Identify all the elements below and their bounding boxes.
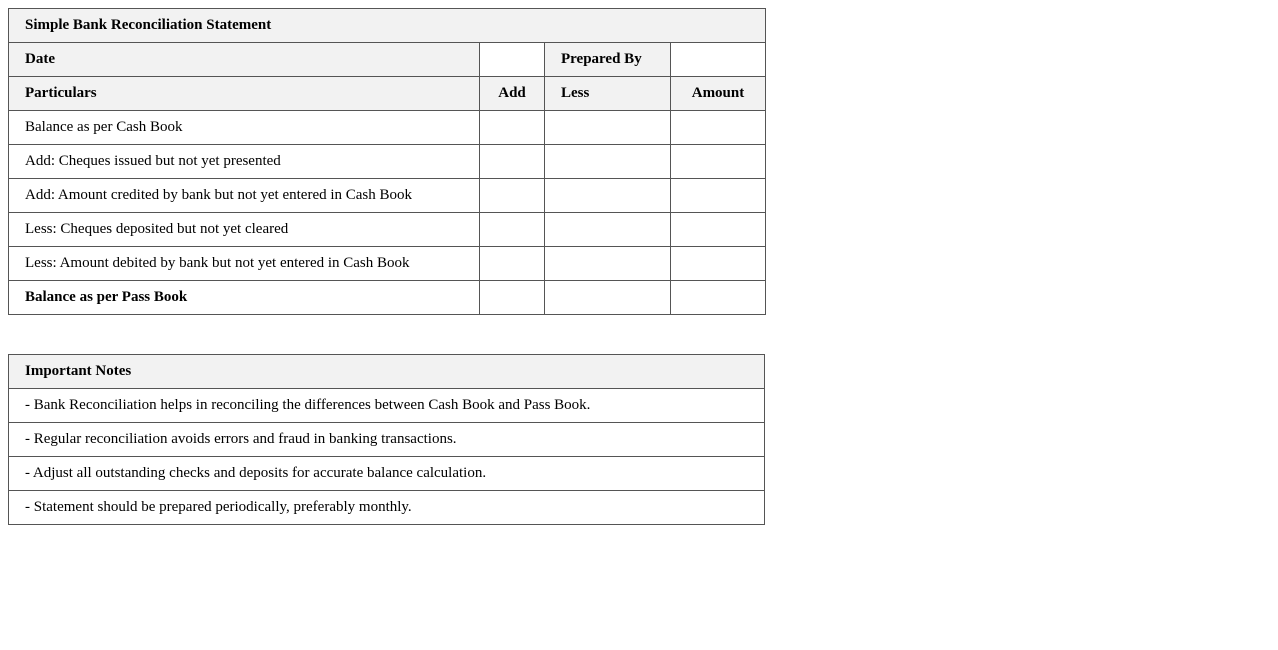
notes-title: Important Notes — [9, 355, 765, 389]
important-notes-table — [8, 354, 765, 525]
date-value-cell[interactable] — [480, 43, 545, 77]
row-amount-cell[interactable] — [671, 247, 766, 281]
list-item — [9, 457, 765, 491]
row-amount-cell[interactable] — [671, 179, 766, 213]
reconciliation-statement-table — [8, 8, 766, 315]
table-row — [9, 111, 766, 145]
row-add-cell[interactable] — [480, 281, 545, 315]
row-add-cell[interactable] — [480, 247, 545, 281]
prepared-by-value-cell[interactable] — [671, 43, 766, 77]
row-amount-cell[interactable] — [671, 281, 766, 315]
statement-title: Simple Bank Reconciliation Statement — [9, 9, 766, 43]
note-text: - Statement should be prepared periodically, preferably monthly. — [9, 491, 765, 525]
column-header-amount: Amount — [671, 77, 766, 111]
row-label: Add: Cheques issued but not yet presented — [9, 145, 480, 179]
row-add-cell[interactable] — [480, 111, 545, 145]
list-item — [9, 423, 765, 457]
row-amount-cell[interactable] — [671, 145, 766, 179]
row-add-cell[interactable] — [480, 213, 545, 247]
row-amount-cell[interactable] — [671, 111, 766, 145]
row-add-cell[interactable] — [480, 145, 545, 179]
row-label: Less: Cheques deposited but not yet cleared — [9, 213, 480, 247]
table-row — [9, 213, 766, 247]
row-less-cell[interactable] — [545, 111, 671, 145]
column-header-particulars: Particulars — [9, 77, 480, 111]
row-add-cell[interactable] — [480, 179, 545, 213]
notes-title-row — [9, 355, 765, 389]
row-label: Balance as per Cash Book — [9, 111, 480, 145]
row-label: Add: Amount credited by bank but not yet entered in Cash Book — [9, 179, 480, 213]
row-less-cell[interactable] — [545, 145, 671, 179]
list-item — [9, 389, 765, 423]
row-less-cell[interactable] — [545, 281, 671, 315]
row-amount-cell[interactable] — [671, 213, 766, 247]
table-row — [9, 179, 766, 213]
column-header-add: Add — [480, 77, 545, 111]
row-less-cell[interactable] — [545, 247, 671, 281]
date-label: Date — [9, 43, 480, 77]
column-header-less: Less — [545, 77, 671, 111]
row-label-closing-balance: Balance as per Pass Book — [9, 281, 480, 315]
table-row — [9, 247, 766, 281]
note-text: - Bank Reconciliation helps in reconciling the differences between Cash Book and Pass Book. — [9, 389, 765, 423]
list-item — [9, 491, 765, 525]
table-row — [9, 281, 766, 315]
row-less-cell[interactable] — [545, 213, 671, 247]
statement-meta-row — [9, 43, 766, 77]
note-text: - Regular reconciliation avoids errors and fraud in banking transactions. — [9, 423, 765, 457]
row-less-cell[interactable] — [545, 179, 671, 213]
note-text: - Adjust all outstanding checks and deposits for accurate balance calculation. — [9, 457, 765, 491]
row-label: Less: Amount debited by bank but not yet entered in Cash Book — [9, 247, 480, 281]
statement-title-row — [9, 9, 766, 43]
prepared-by-label: Prepared By — [545, 43, 671, 77]
column-header-row — [9, 77, 766, 111]
table-row — [9, 145, 766, 179]
